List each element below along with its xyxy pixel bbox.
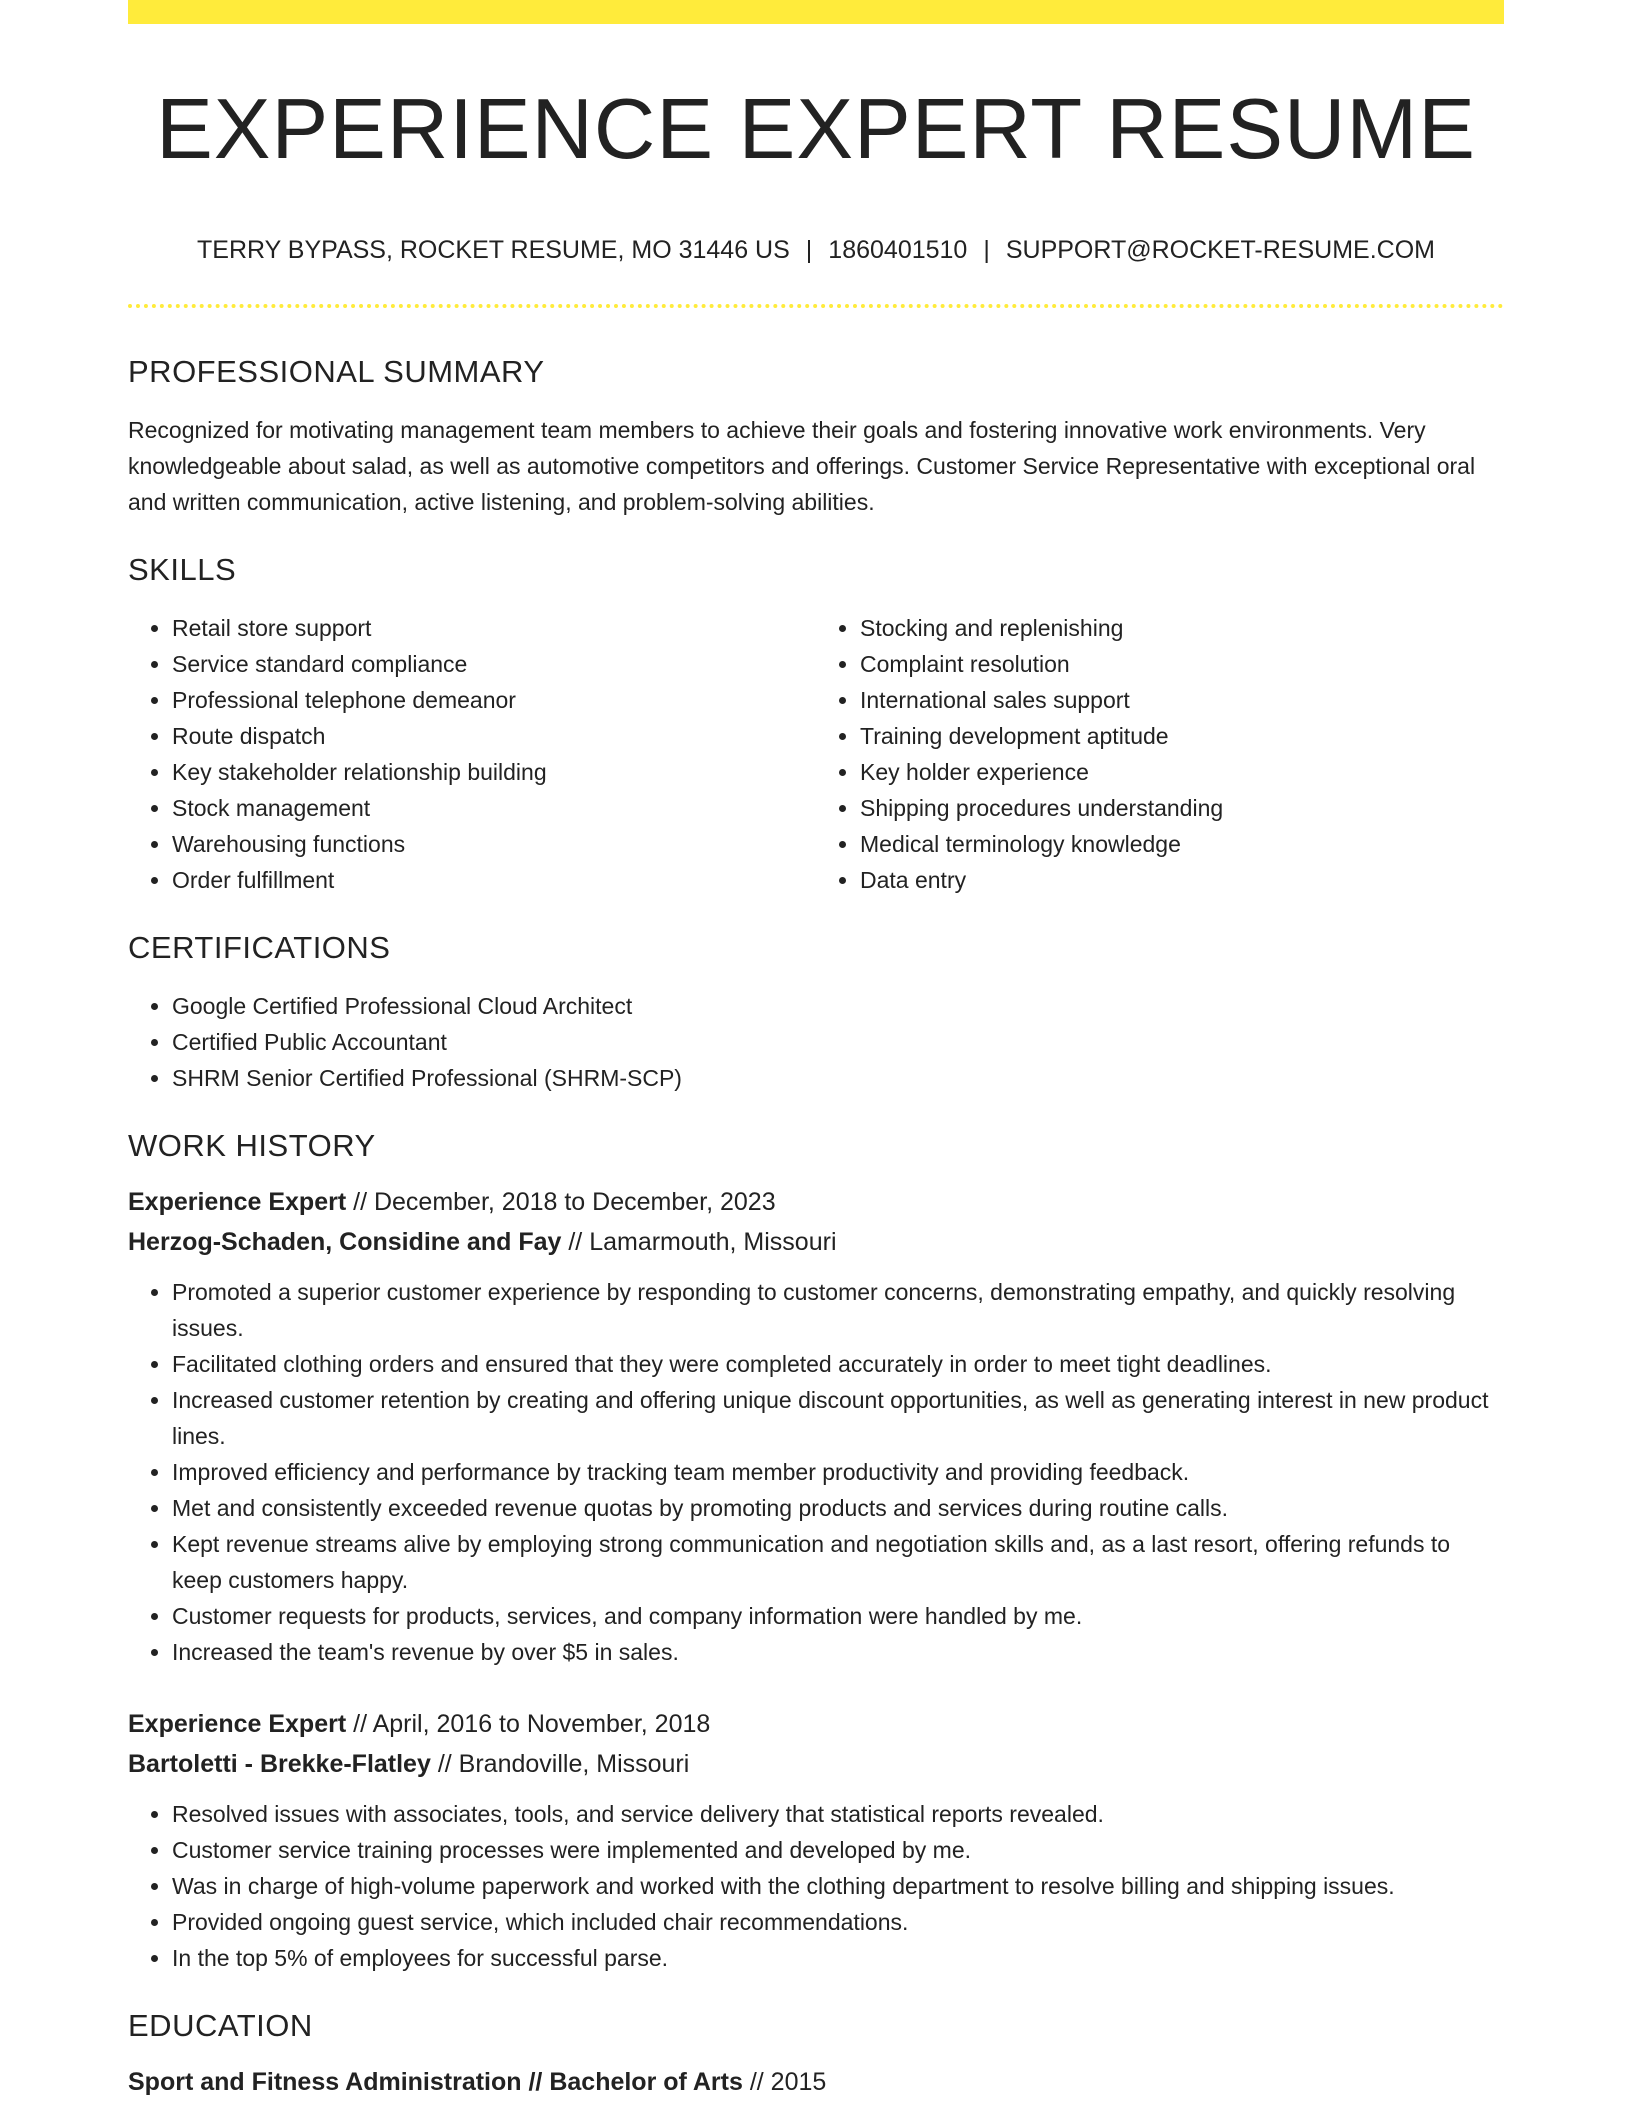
contact-address: TERRY BYPASS, ROCKET RESUME, MO 31446 US	[197, 236, 790, 264]
skill-item: • International sales support	[860, 682, 1504, 718]
job-entry	[128, 1182, 1504, 1670]
job-bullet: • Customer requests for products, services, and company information were handled by me.	[172, 1598, 1504, 1634]
skill-item: • Professional telephone demeanor	[172, 682, 816, 718]
skills-section	[128, 550, 1504, 898]
skill-item: • Stocking and replenishing	[860, 610, 1504, 646]
job-title: Experience Expert	[128, 1188, 347, 1216]
job-company-line	[128, 1222, 1504, 1262]
job-bullet: • Increased the team's revenue by over $5 in sales.	[172, 1634, 1504, 1670]
job-bullet: • Kept revenue streams alive by employing strong communication and negotiation skills and, as a last resort, offering refunds to keep customers happy.	[172, 1526, 1504, 1598]
header-divider	[128, 304, 1504, 308]
job-bullets	[128, 1274, 1504, 1670]
education-section	[128, 2006, 1504, 2102]
job-bullet: • Increased customer retention by creating and offering unique discount opportunities, as well as generating interest in new product lines.	[172, 1382, 1504, 1454]
education-line	[128, 2062, 1504, 2102]
job-bullet: • In the top 5% of employees for successful parse.	[172, 1940, 1504, 1976]
skill-item: • Warehousing functions	[172, 826, 816, 862]
skill-item: • Key holder experience	[860, 754, 1504, 790]
contact-separator: |	[983, 236, 990, 264]
job-bullet: • Provided ongoing guest service, which included chair recommendations.	[172, 1904, 1504, 1940]
skill-item: • Retail store support	[172, 610, 816, 646]
summary-text: Recognized for motivating management team members to achieve their goals and fostering innovative work environments. Very knowledgeable about salad, as well as automotive competitors and offerings. Customer Service Representative with exceptional oral and written communication, active listening, and problem-solving abilities.	[128, 417, 1476, 515]
skill-item: • Stock management	[172, 790, 816, 826]
contact-phone: 1860401510	[828, 236, 968, 264]
education-heading: EDUCATION	[128, 2008, 313, 2043]
certification-item: • Google Certified Professional Cloud Architect	[172, 988, 1504, 1024]
job-bullet: • Improved efficiency and performance by tracking team member productivity and providing feedback.	[172, 1454, 1504, 1490]
job-bullet: • Resolved issues with associates, tools, and service delivery that statistical reports revealed.	[172, 1796, 1504, 1832]
education-degree: Sport and Fitness Administration // Bachelor of Arts	[128, 2068, 743, 2096]
contact-line	[128, 234, 1504, 266]
certifications-section	[128, 928, 1504, 1096]
skill-item: • Route dispatch	[172, 718, 816, 754]
job-bullet: • Promoted a superior customer experience by responding to customer concerns, demonstrating empathy, and quickly resolving issues.	[172, 1274, 1504, 1346]
certifications-list	[128, 988, 1504, 1096]
job-location: // Brandoville, Missouri	[437, 1750, 690, 1778]
job-bullet: • Facilitated clothing orders and ensured that they were completed accurately in order to meet tight deadlines.	[172, 1346, 1504, 1382]
job-company: Bartoletti - Brekke-Flatley	[128, 1750, 431, 1778]
skill-item: • Shipping procedures understanding	[860, 790, 1504, 826]
job-title-line	[128, 1182, 1504, 1222]
job-title-line	[128, 1704, 1504, 1744]
certifications-heading: CERTIFICATIONS	[128, 930, 391, 965]
certification-item: • Certified Public Accountant	[172, 1024, 1504, 1060]
resume-content	[128, 0, 1504, 2102]
skill-item: • Service standard compliance	[172, 646, 816, 682]
skill-item: • Complaint resolution	[860, 646, 1504, 682]
job-bullet: • Met and consistently exceeded revenue quotas by promoting products and services during routine calls.	[172, 1490, 1504, 1526]
summary-heading: PROFESSIONAL SUMMARY	[128, 354, 545, 389]
skill-item: • Training development aptitude	[860, 718, 1504, 754]
job-company: Herzog-Schaden, Considine and Fay	[128, 1228, 562, 1256]
job-dates: // April, 2016 to November, 2018	[353, 1710, 711, 1738]
education-year: // 2015	[749, 2068, 827, 2096]
job-bullets	[128, 1796, 1504, 1976]
skill-item: • Key stakeholder relationship building	[172, 754, 816, 790]
contact-separator: |	[805, 236, 813, 264]
skills-heading: SKILLS	[128, 552, 237, 587]
job-company-line	[128, 1744, 1504, 1784]
job-bullet: • Customer service training processes were implemented and developed by me.	[172, 1832, 1504, 1868]
job-entry	[128, 1704, 1504, 1976]
skill-item: • Data entry	[860, 862, 1504, 898]
job-bullet: • Was in charge of high-volume paperwork and worked with the clothing department to resolve billing and shipping issues.	[172, 1868, 1504, 1904]
job-dates: // December, 2018 to December, 2023	[353, 1188, 776, 1216]
work-history-section	[128, 1126, 1504, 1976]
skills-columns	[128, 610, 1504, 898]
skill-item: • Medical terminology knowledge	[860, 826, 1504, 862]
page-title: EXPERIENCE EXPERT RESUME	[156, 82, 1476, 177]
job-title: Experience Expert	[128, 1710, 347, 1738]
skill-item: • Order fulfillment	[172, 862, 816, 898]
skills-list-right	[816, 610, 1504, 898]
certification-item: • SHRM Senior Certified Professional (SHRM-SCP)	[172, 1060, 1504, 1096]
job-location: // Lamarmouth, Missouri	[568, 1228, 837, 1256]
work-history-heading: WORK HISTORY	[128, 1128, 376, 1163]
summary-section	[128, 352, 1504, 520]
contact-email: SUPPORT@ROCKET-RESUME.COM	[1005, 236, 1435, 264]
skills-list-left	[128, 610, 816, 898]
